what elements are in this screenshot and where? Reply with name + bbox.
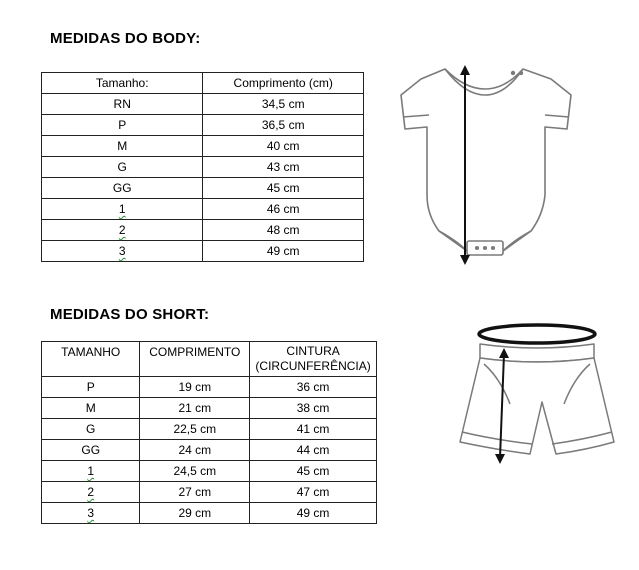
length-cell: 24,5 cm [140, 461, 250, 482]
size-cell [42, 461, 140, 482]
waist-cell: 47 cm [250, 482, 377, 503]
size-cell: G [42, 419, 140, 440]
length-cell: 22,5 cm [140, 419, 250, 440]
size-cell: GG [42, 178, 203, 199]
size-value: 2 [87, 485, 95, 499]
waist-sublabel: (CIRCUNFERÊNCIA) [255, 359, 371, 373]
size-cell: M [42, 398, 140, 419]
length-cell: 43 cm [203, 157, 364, 178]
length-cell: 48 cm [203, 220, 364, 241]
size-cell: G [42, 157, 203, 178]
size-cell [42, 220, 203, 241]
size-value: 1 [118, 202, 126, 216]
table-row [42, 419, 377, 440]
length-cell: 21 cm [140, 398, 250, 419]
size-cell: RN [42, 94, 203, 115]
short-size-table [41, 341, 377, 524]
table-row [42, 178, 364, 199]
table-header-row [42, 342, 377, 377]
snap-icon [519, 71, 523, 75]
length-cell: 36,5 cm [203, 115, 364, 136]
waist-cell: 49 cm [250, 503, 377, 524]
length-cell: 34,5 cm [203, 94, 364, 115]
table-row [42, 220, 364, 241]
length-cell: 24 cm [140, 440, 250, 461]
size-cell: P [42, 115, 203, 136]
waist-ellipse-icon [479, 325, 595, 343]
size-cell [42, 482, 140, 503]
size-cell: P [42, 377, 140, 398]
waist-cell: 36 cm [250, 377, 377, 398]
snap-icon [475, 246, 479, 250]
table-row [42, 241, 364, 262]
header-length: COMPRIMENTO [140, 342, 250, 377]
bodysuit-illustration [385, 55, 590, 275]
size-cell: M [42, 136, 203, 157]
table-row [42, 157, 364, 178]
table-row [42, 398, 377, 419]
table-row [42, 94, 364, 115]
body-size-title: MEDIDAS DO BODY: [50, 30, 201, 47]
waist-cell: 44 cm [250, 440, 377, 461]
shorts-illustration [452, 318, 632, 478]
size-cell [42, 241, 203, 262]
length-cell: 40 cm [203, 136, 364, 157]
header-size: TAMANHO [42, 342, 140, 377]
length-cell: 29 cm [140, 503, 250, 524]
table-row [42, 199, 364, 220]
size-cell: GG [42, 440, 140, 461]
header-size: Tamanho: [42, 73, 203, 94]
waist-label: CINTURA [286, 344, 340, 358]
length-cell: 19 cm [140, 377, 250, 398]
snap-icon [483, 246, 487, 250]
table-row [42, 136, 364, 157]
waist-cell: 41 cm [250, 419, 377, 440]
size-cell [42, 199, 203, 220]
table-row [42, 440, 377, 461]
waist-cell: 38 cm [250, 398, 377, 419]
size-value: 2 [118, 223, 126, 237]
table-header-row [42, 73, 364, 94]
table-row [42, 377, 377, 398]
length-cell: 27 cm [140, 482, 250, 503]
size-cell [42, 503, 140, 524]
size-value: 3 [87, 506, 95, 520]
size-value: 3 [118, 244, 126, 258]
table-row [42, 461, 377, 482]
snap-icon [511, 71, 515, 75]
waist-cell: 45 cm [250, 461, 377, 482]
table-row [42, 115, 364, 136]
table-row [42, 482, 377, 503]
size-value: 1 [87, 464, 95, 478]
header-length: Comprimento (cm) [203, 73, 364, 94]
short-size-title: MEDIDAS DO SHORT: [50, 306, 210, 323]
length-cell: 45 cm [203, 178, 364, 199]
length-cell: 46 cm [203, 199, 364, 220]
body-size-table [41, 72, 364, 262]
table-row [42, 503, 377, 524]
snap-icon [491, 246, 495, 250]
length-cell: 49 cm [203, 241, 364, 262]
header-waist [250, 342, 377, 377]
